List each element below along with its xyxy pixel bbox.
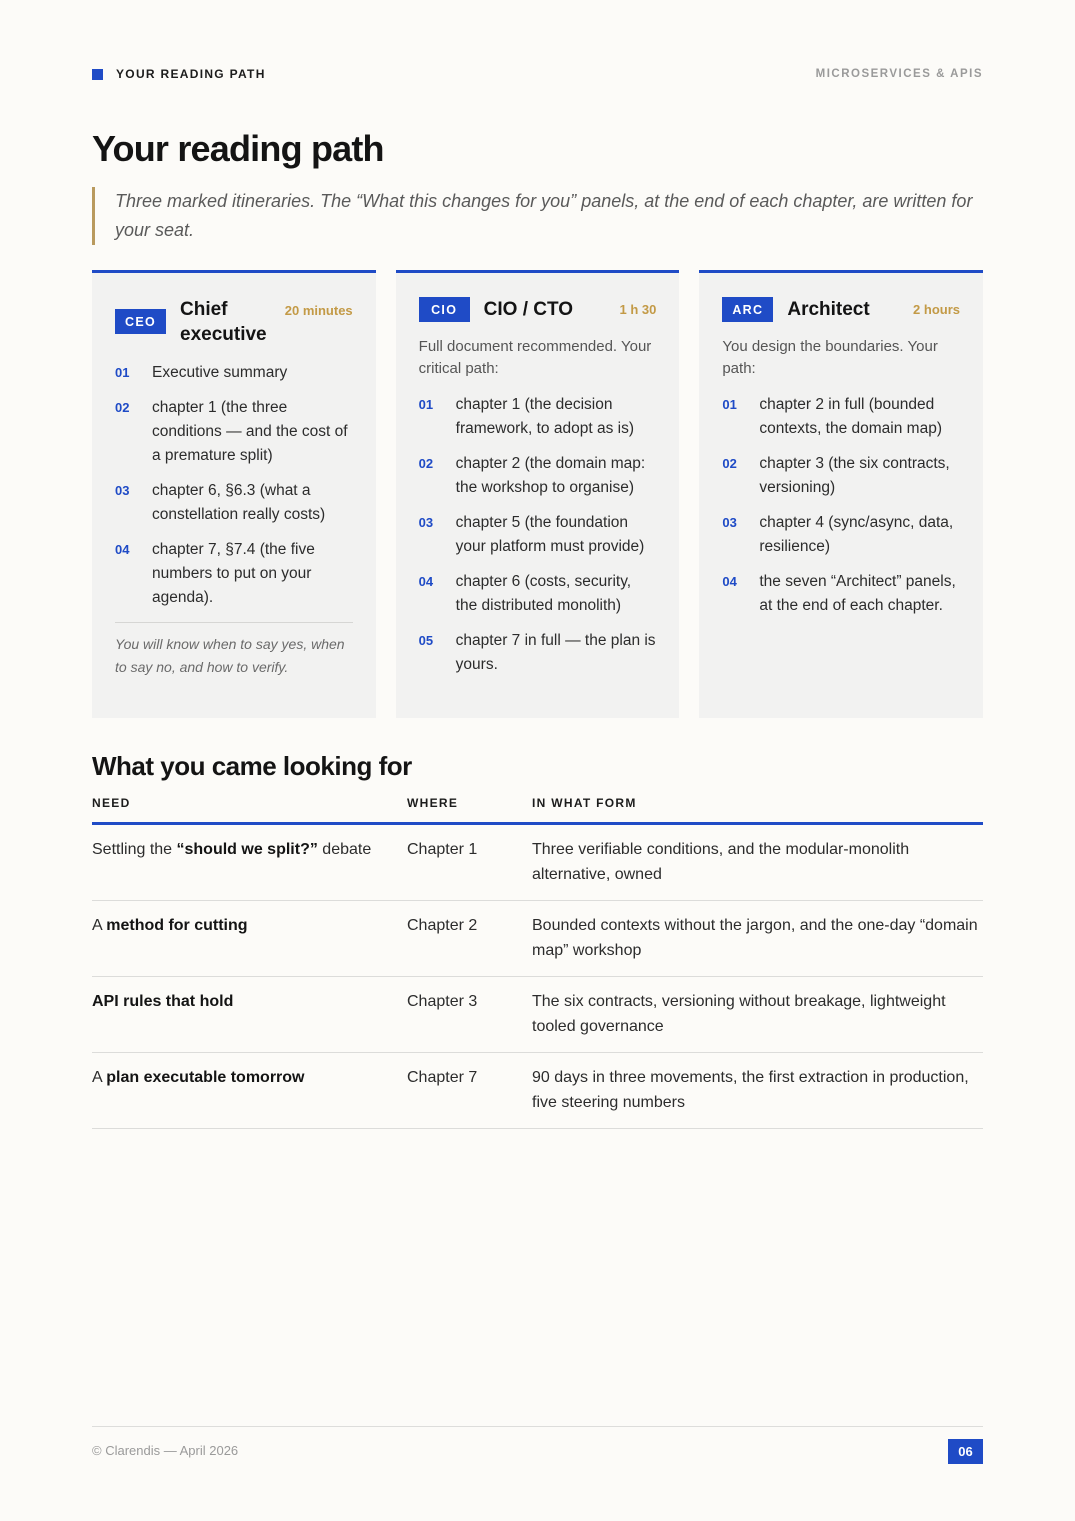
step-item — [115, 361, 353, 385]
form-cell: Three verifiable conditions, and the modular-monolith alternative, owned — [532, 841, 910, 883]
step-number: 04 — [418, 574, 434, 589]
step-item — [419, 511, 657, 559]
needs-section-title: What you came looking for — [92, 751, 412, 781]
needs-table — [92, 792, 983, 1129]
step-item — [722, 393, 960, 441]
card-description: Full document recommended. Your critical path: — [418, 338, 652, 377]
column-header-form: IN WHAT FORM — [532, 796, 637, 810]
step-number: 01 — [722, 397, 737, 412]
step-text: chapter 7 in full — the plan is yours. — [455, 632, 656, 673]
need-cell — [92, 1065, 407, 1128]
step-number: 05 — [418, 633, 434, 648]
step-item — [419, 629, 657, 677]
need-cell — [92, 913, 407, 976]
where-cell: Chapter 1 — [407, 841, 478, 858]
need-prefix: Settling the — [92, 841, 177, 858]
step-item — [722, 570, 960, 618]
column-header-where: WHERE — [407, 796, 459, 810]
step-number: 02 — [418, 456, 434, 471]
step-number: 02 — [722, 456, 737, 471]
role-title: CIO / CTO — [483, 299, 574, 320]
table-row — [92, 901, 983, 977]
card-header — [722, 297, 960, 322]
section-marker-icon — [92, 69, 103, 80]
publication-label: MICROSERVICES & APIS — [815, 68, 983, 80]
table-header — [92, 792, 983, 825]
step-item — [115, 479, 353, 527]
page-number: 06 — [948, 1439, 983, 1464]
form-cell: The six contracts, versioning without breakage, lightweight tooled governance — [532, 993, 946, 1035]
step-item — [115, 396, 353, 468]
step-item — [419, 570, 657, 618]
intro-quote: Three marked itineraries. The “What this changes for you” panels, at the end of each chapter, are written for your seat. — [92, 187, 984, 245]
step-number: 01 — [115, 365, 130, 380]
table-row — [92, 825, 983, 901]
need-cell — [92, 837, 407, 900]
card-note: You will know when to say yes, when to say no, and how to verify. — [115, 622, 353, 679]
form-cell: Bounded contexts without the jargon, and the one-day “domain map” workshop — [532, 917, 978, 959]
step-item — [722, 511, 960, 559]
card-header — [419, 297, 657, 322]
where-cell: Chapter 2 — [407, 917, 478, 934]
step-text: chapter 5 (the foundation your platform must provide) — [455, 514, 645, 555]
step-number: 03 — [115, 483, 130, 498]
step-text: chapter 7, §7.4 (the five numbers to put on your agenda). — [152, 541, 315, 606]
step-text: chapter 6 (costs, security, the distributed monolith) — [455, 573, 632, 614]
footer-divider — [92, 1426, 983, 1427]
table-row — [92, 1053, 983, 1129]
duration: 1 h 30 — [619, 302, 657, 317]
reading-paths — [92, 270, 983, 718]
step-item — [419, 393, 657, 441]
card-header — [115, 297, 353, 347]
step-list — [115, 361, 353, 610]
role-tag: CEO — [115, 309, 166, 334]
role-tag: ARC — [722, 297, 773, 322]
step-number: 04 — [115, 542, 130, 557]
step-number: 04 — [722, 574, 737, 589]
path-card-cio — [396, 270, 680, 718]
path-card-arc — [699, 270, 983, 718]
where-cell: Chapter 7 — [407, 1069, 478, 1086]
step-text: chapter 4 (sync/async, data, resilience) — [759, 514, 954, 555]
step-number: 01 — [418, 397, 434, 412]
step-text: chapter 1 (the decision framework, to adopt as is) — [455, 396, 634, 437]
running-header — [92, 66, 983, 82]
section-label-group — [92, 67, 266, 81]
need-emphasis: “should we split?” — [176, 841, 318, 858]
need-emphasis: API rules that hold — [92, 993, 234, 1010]
page-title: Your reading path — [92, 128, 384, 169]
step-number: 03 — [722, 515, 737, 530]
step-item — [419, 452, 657, 500]
need-prefix: A — [92, 917, 107, 934]
footer-copyright: © Clarendis — April 2026 — [92, 1443, 239, 1458]
step-item — [115, 538, 353, 610]
need-prefix: A — [92, 1069, 107, 1086]
column-header-need: NEED — [92, 796, 131, 810]
need-emphasis: method for cutting — [106, 917, 248, 934]
step-text: chapter 6, §6.3 (what a constellation really costs) — [152, 482, 326, 523]
step-text: chapter 3 (the six contracts, versioning) — [759, 455, 950, 496]
need-cell — [92, 989, 407, 1052]
path-card-ceo — [92, 270, 376, 718]
step-text: chapter 2 (the domain map: the workshop to organise) — [455, 455, 646, 496]
table-row — [92, 977, 983, 1053]
where-cell: Chapter 3 — [407, 993, 478, 1010]
duration: 2 hours — [913, 302, 961, 317]
role-title: Chief executive — [180, 299, 267, 345]
step-text: chapter 1 (the three conditions — and the cost of a premature split) — [152, 399, 348, 464]
step-list — [419, 393, 657, 677]
step-number: 03 — [418, 515, 434, 530]
step-item — [722, 452, 960, 500]
duration: 20 minutes — [284, 303, 353, 318]
step-text: Executive summary — [152, 364, 288, 381]
step-number: 02 — [115, 400, 130, 415]
card-description: You design the boundaries. Your path: — [722, 338, 938, 377]
step-list — [722, 393, 960, 618]
step-text: the seven “Architect” panels, at the end of each chapter. — [759, 573, 956, 614]
role-title: Architect — [787, 299, 870, 320]
need-suffix: debate — [317, 841, 372, 858]
form-cell: 90 days in three movements, the first extraction in production, five steering numbers — [532, 1069, 969, 1111]
step-text: chapter 2 in full (bounded contexts, the domain map) — [759, 396, 942, 437]
role-tag: CIO — [419, 297, 470, 322]
section-label: YOUR READING PATH — [116, 67, 266, 81]
need-emphasis: plan executable tomorrow — [106, 1069, 305, 1086]
